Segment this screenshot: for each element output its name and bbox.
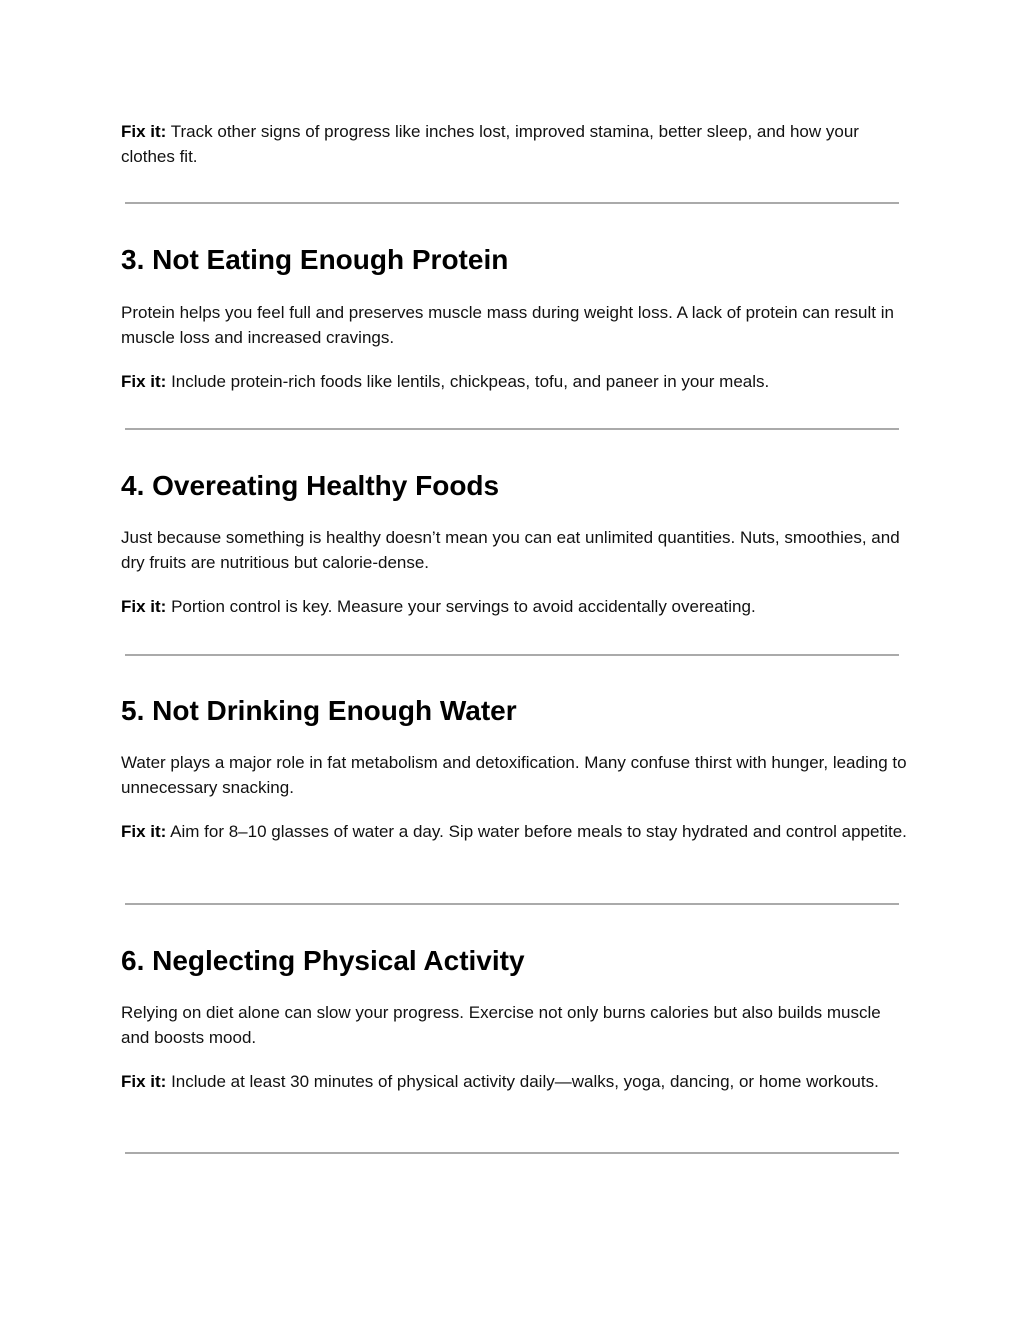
- fix-text: Track other signs of progress like inches lost, improved stamina, better sleep, and how your clothes fit.: [121, 122, 859, 166]
- section-body: Water plays a major role in fat metabolism and detoxification. Many confuse thirst with hunger, leading to unnecessary snacking.: [121, 753, 907, 797]
- section-body: Just because something is healthy doesn’t mean you can eat unlimited quantities. Nuts, smoothies, and dry fruits are nutritious but calorie-dense.: [121, 528, 900, 572]
- fix-label: Fix it:: [121, 822, 167, 841]
- fix-text: Aim for 8–10 glasses of water a day. Sip water before meals to stay hydrated and control appetite.: [170, 822, 907, 841]
- fix-label: Fix it:: [121, 122, 167, 141]
- fix-label: Fix it:: [121, 1072, 167, 1091]
- fix-label: Fix it:: [121, 597, 167, 616]
- divider: [125, 654, 899, 656]
- fix-label: Fix it:: [121, 372, 167, 391]
- divider: [125, 202, 899, 204]
- intro-fix-paragraph: [121, 119, 911, 169]
- fix-paragraph: [121, 819, 911, 844]
- section-heading: 4. Overeating Healthy Foods: [121, 470, 500, 501]
- fix-text: Portion control is key. Measure your servings to avoid accidentally overeating.: [171, 597, 756, 616]
- section-heading: 3. Not Eating Enough Protein: [121, 244, 509, 275]
- section-heading: 6. Neglecting Physical Activity: [121, 945, 525, 976]
- section-body: Relying on diet alone can slow your progress. Exercise not only burns calories but also builds muscle and boosts mood.: [121, 1003, 881, 1047]
- section-heading: 5. Not Drinking Enough Water: [121, 695, 517, 726]
- divider: [125, 428, 899, 430]
- fix-paragraph: [121, 369, 911, 394]
- fix-text: Include protein-rich foods like lentils, chickpeas, tofu, and paneer in your meals.: [171, 372, 770, 391]
- fix-paragraph: [121, 594, 911, 619]
- divider: [125, 903, 899, 905]
- fix-text: Include at least 30 minutes of physical activity daily—walks, yoga, dancing, or home workouts.: [171, 1072, 879, 1091]
- fix-paragraph: [121, 1069, 911, 1094]
- divider: [125, 1152, 899, 1154]
- section-body: Protein helps you feel full and preserves muscle mass during weight loss. A lack of protein can result in muscle loss and increased cravings.: [121, 303, 894, 347]
